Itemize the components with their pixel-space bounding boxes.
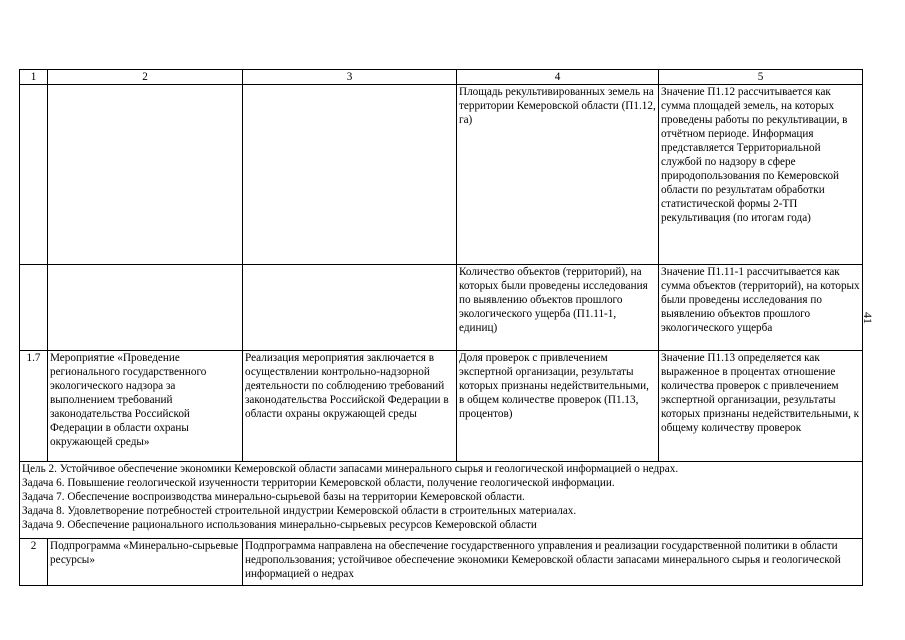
header-cell-4: 4 xyxy=(457,70,659,85)
table-row xyxy=(20,539,863,586)
goal-cell xyxy=(20,462,863,539)
activity-description-cell xyxy=(243,265,457,351)
task-line: Задача 9. Обеспечение рационального использования минерально-сырьевых ресурсов Кемеровской области xyxy=(22,519,537,531)
goal-row xyxy=(20,462,863,539)
indicator-name-cell: Количество объектов (территорий), на которых были проведены исследования по выявлению объектов прошлого экологического ущерба (П1.11-1, единиц) xyxy=(457,265,659,351)
subprogram-description-cell: Подпрограмма направлена на обеспечение государственного управления и реализации государственной политики в области недропользования; устойчивое обеспечение экономики Кемеровской области запасами минерального сырья и геологической информацией о недрах xyxy=(243,539,863,586)
activity-name-cell xyxy=(48,265,243,351)
table-row xyxy=(20,85,863,265)
row-number-cell: 1.7 xyxy=(20,351,48,462)
indicator-method-cell: Значение П1.11-1 рассчитывается как сумма объектов (территорий), на которых были проведены исследования по выявлению объектов прошлого экологического ущерба xyxy=(659,265,863,351)
header-cell-1: 1 xyxy=(20,70,48,85)
goal-line: Цель 2. Устойчивое обеспечение экономики Кемеровской области запасами минерального сырья и геологической информацией о недрах. xyxy=(22,463,679,475)
activity-name-cell: Мероприятие «Проведение регионального государственного экологического надзора за выполнением требований законодательства Российской Федерации в области охраны окружающей среды» xyxy=(48,351,243,462)
indicator-name-cell: Доля проверок с привлечением экспертной организации, результаты которых признаны недействительными, в общем количестве проверок (П1.13, процентов) xyxy=(457,351,659,462)
indicator-name-cell: Площадь рекультивированных земель на территории Кемеровской области (П1.12, га) xyxy=(457,85,659,265)
task-line: Задача 7. Обеспечение воспроизводства минерально-сырьевой базы на территории Кемеровской области. xyxy=(22,491,525,503)
row-number-cell: 2 xyxy=(20,539,48,586)
header-row xyxy=(20,70,863,85)
task-line: Задача 6. Повышение геологической изученности территории Кемеровской области, получение геологической информации. xyxy=(22,477,615,489)
activity-description-cell xyxy=(243,85,457,265)
table-row xyxy=(20,351,863,462)
indicator-method-cell: Значение П1.13 определяется как выраженное в процентах отношение количества проверок с привлечением экспертной организации, результаты которых признаны недействительными, к общему количеству проверок xyxy=(659,351,863,462)
row-number-cell xyxy=(20,265,48,351)
indicator-method-cell: Значение П1.12 рассчитывается как сумма площадей земель, на которых проведены работы по рекультивации, в отчётном периоде. Информация представляется Территориальной службой по надзору в сфере природопользования по Кемеровской области по результатам обработки статистической формы 2-ТП рекультивация (по итогам года) xyxy=(659,85,863,265)
activity-name-cell xyxy=(48,85,243,265)
subprogram-name-cell: Подпрограмма «Минерально-сырьевые ресурсы» xyxy=(48,539,243,586)
header-cell-5: 5 xyxy=(659,70,863,85)
task-line: Задача 8. Удовлетворение потребностей строительной индустрии Кемеровской области в строительных материалах. xyxy=(22,505,577,517)
page-number: 41 xyxy=(861,312,875,324)
header-cell-2: 2 xyxy=(48,70,243,85)
header-cell-3: 3 xyxy=(243,70,457,85)
row-number-cell xyxy=(20,85,48,265)
indicator-table xyxy=(19,69,863,586)
activity-description-cell: Реализация мероприятия заключается в осуществлении контрольно-надзорной деятельности по соблюдению требований законодательства Российской Федерации в области охраны окружающей среды xyxy=(243,351,457,462)
table-row xyxy=(20,265,863,351)
